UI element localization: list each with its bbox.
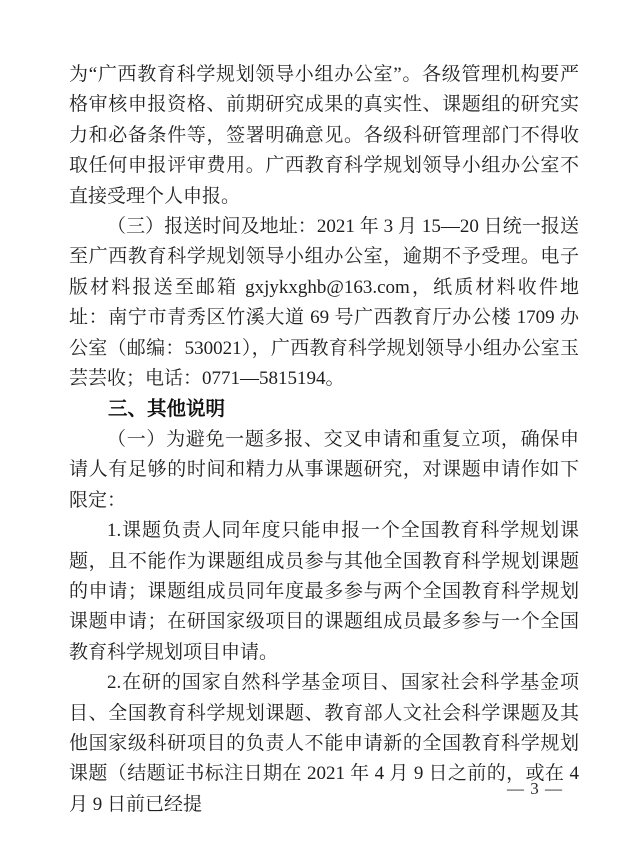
section-heading-other-notes: 三、其他说明: [108, 398, 226, 421]
document-body: [69, 60, 579, 820]
page-number: — 3 —: [507, 779, 563, 798]
paragraph-rule-item-2: 2.在研的国家自然科学基金项目、国家社会科学基金项目、全国教育科学规划课题、教育部人文社会科学课题及其他国家级科研项目的负责人不能申请新的全国教育科学规划课题（结题证书标注日期在 2021 年 4 月 9 日之前的，或在 4 月 9 日前已经提: [69, 672, 579, 815]
paragraph-rule-item-1: 1.课题负责人同年度只能申报一个全国教育科学规划课题，且不能作为课题组成员参与其他全国教育科学规划课题的申请；课题组成员同年度最多参与两个全国教育科学规划课题申请；在研国家级项目的课题组成员最多参与一个全国教育科学规划项目申请。: [69, 520, 579, 663]
paragraph-restrictions-intro: （一）为避免一题多报、交叉申请和重复立项，确保申请人有足够的时间和精力从事课题研究，对课题申请作如下限定：: [69, 428, 579, 511]
paragraph-continuation: 为“广西教育科学规划领导小组办公室”。各级管理机构要严格审核申报资格、前期研究成果的真实性、课题组的研究实力和必备条件等，签署明确意见。各级科研管理部门不得收取任何申报评审费用。广西教育科学规划领导小组办公室不直接受理个人申报。: [69, 64, 579, 207]
paragraph-submission-info: （三）报送时间及地址：2021 年 3 月 15—20 日统一报送至广西教育科学规划领导小组办公室，逾期不予受理。电子版材料报送至邮箱 gxjykxghb@163.com，纸质材料收件地址：南宁市青秀区竹溪大道 69 号广西教育厅办公楼 1709 办公室（邮编：530021），广西教育科学规划领导小组办公室玉芸芸收；电话：0771—5815194。: [69, 216, 579, 390]
